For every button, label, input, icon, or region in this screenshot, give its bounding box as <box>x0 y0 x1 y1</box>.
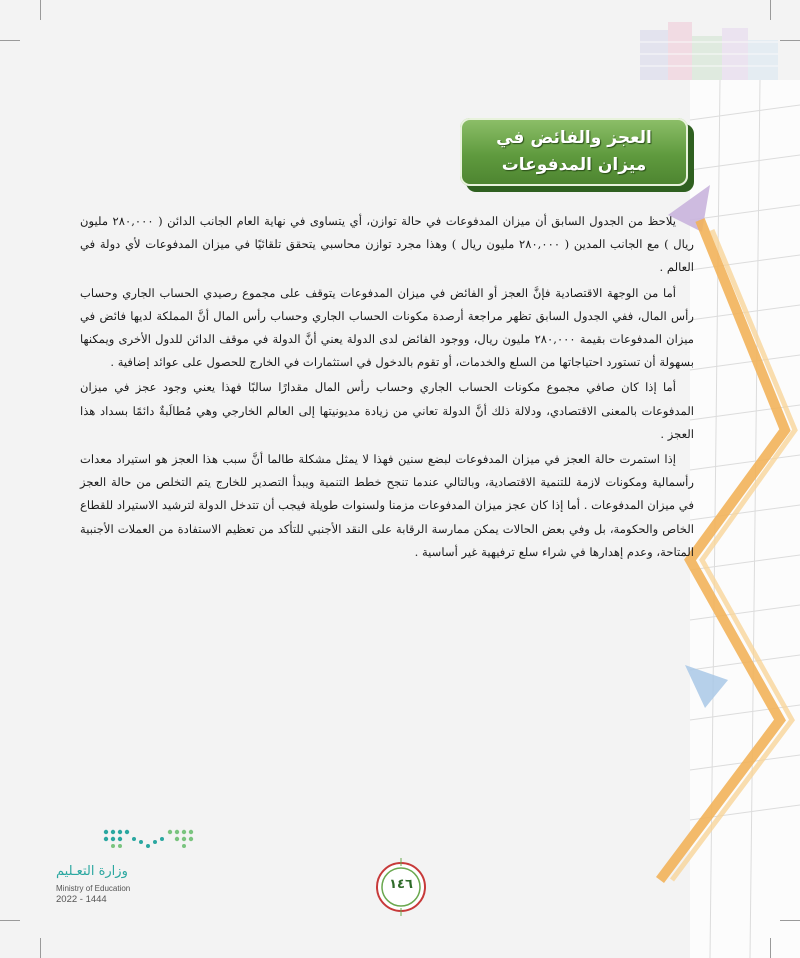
buildings-illustration <box>640 22 778 80</box>
page-number-badge <box>372 858 430 916</box>
heading-line-1: العجز والفائض في <box>496 128 652 148</box>
paragraph: يلاحظ من الجدول السابق أن ميزان المدفوعات في حالة توازن، أي يتساوى في نهاية العام الجانب الدائن ( ٢٨٠,٠٠٠ مليون ريال ) مع الجانب المدين ( ٢٨٠,٠٠٠ مليون ريال ) وهذا مجرد توازن محاسبي يتحقق تلقائيًا في ميزان المدفوعات لأي دولة في العالم . <box>80 214 694 275</box>
crop-mark <box>780 40 800 41</box>
logo-arabic-text: وزارة التعـليم <box>56 864 128 879</box>
crop-mark <box>0 40 20 41</box>
logo-year-text: 2022 - 1444 <box>56 894 107 905</box>
paragraph: أما من الوجهة الاقتصادية فإنَّ العجز أو الفائض في ميزان المدفوعات يتوقف على مجموع رصيدي الحساب الجاري وحساب رأس المال، ففي الجدول السابق تظهر مراجعة أرصدة مكونات الحساب الجاري وحساب رأس المال أنَّ المملكة لديها فائض في ميزان المدفوعات بقيمة ٢٨٠,٠٠٠ مليون ريال، ووجود الفائض لدى الدولة يعني أنَّ الدولة في موقف الدائن للدول الأخرى ويمكنها بسهولة أن تستورد احتياجاتها من السلع والخدمات، أو تقوم بالدخول في استثمارات في الخارج للحصول على عوائد إضافية . <box>80 285 694 370</box>
crop-mark <box>40 0 41 20</box>
section-heading <box>460 118 688 186</box>
page-number: ١٤٦ <box>389 877 413 892</box>
crop-mark <box>770 0 771 20</box>
crop-mark <box>0 920 20 921</box>
paragraph: إذا استمرت حالة العجز في ميزان المدفوعات لبضع سنين فهذا لا يمثل مشكلة طالما أنَّ سبب هذا العجز هو استيراد معدات رأسمالية ومكونات لازمة للتنمية الاقتصادية، وبالتالي عندما تنجح خطط التنمية ويبدأ التصدير للخارج يتم التخلص من حالة العجز في ميزان المدفوعات . أما إذا كان عجز ميزان المدفوعات مزمنا ولسنوات طويلة فيجب أن تتدخل الدولة لترشيد الاستيراد للقطاع الخاص والحكومة، بل وفي بعض الحالات يمكن ممارسة الرقابة على النقد الأجنبي للتأكد من تعظيم الاستفادة من العملات الأجنبية المتاحة، وعدم إهدارها في شراء سلع ترفيهية غير أساسية . <box>80 452 694 559</box>
heading-line-2: ميزان المدفوعات <box>501 155 647 175</box>
logo-dots-icon <box>100 826 200 854</box>
logo-english-text: Ministry of Education <box>56 884 131 893</box>
crop-mark <box>780 920 800 921</box>
paragraph: أما إذا كان صافي مجموع مكونات الحساب الجاري وحساب رأس المال مقدارًا سالبًا فهذا يعني وجود عجز في ميزان المدفوعات بالمعنى الاقتصادي، ودلالة ذلك أنَّ الدولة تعاني من زيادة مديونيتها إلى العالم الخارجي وهي مُطالَبةٌ دائمًا بسداد هذا العجز . <box>80 380 694 441</box>
crop-mark <box>770 938 771 958</box>
body-text <box>80 210 694 564</box>
crop-mark <box>40 938 41 958</box>
ministry-logo <box>56 826 216 906</box>
